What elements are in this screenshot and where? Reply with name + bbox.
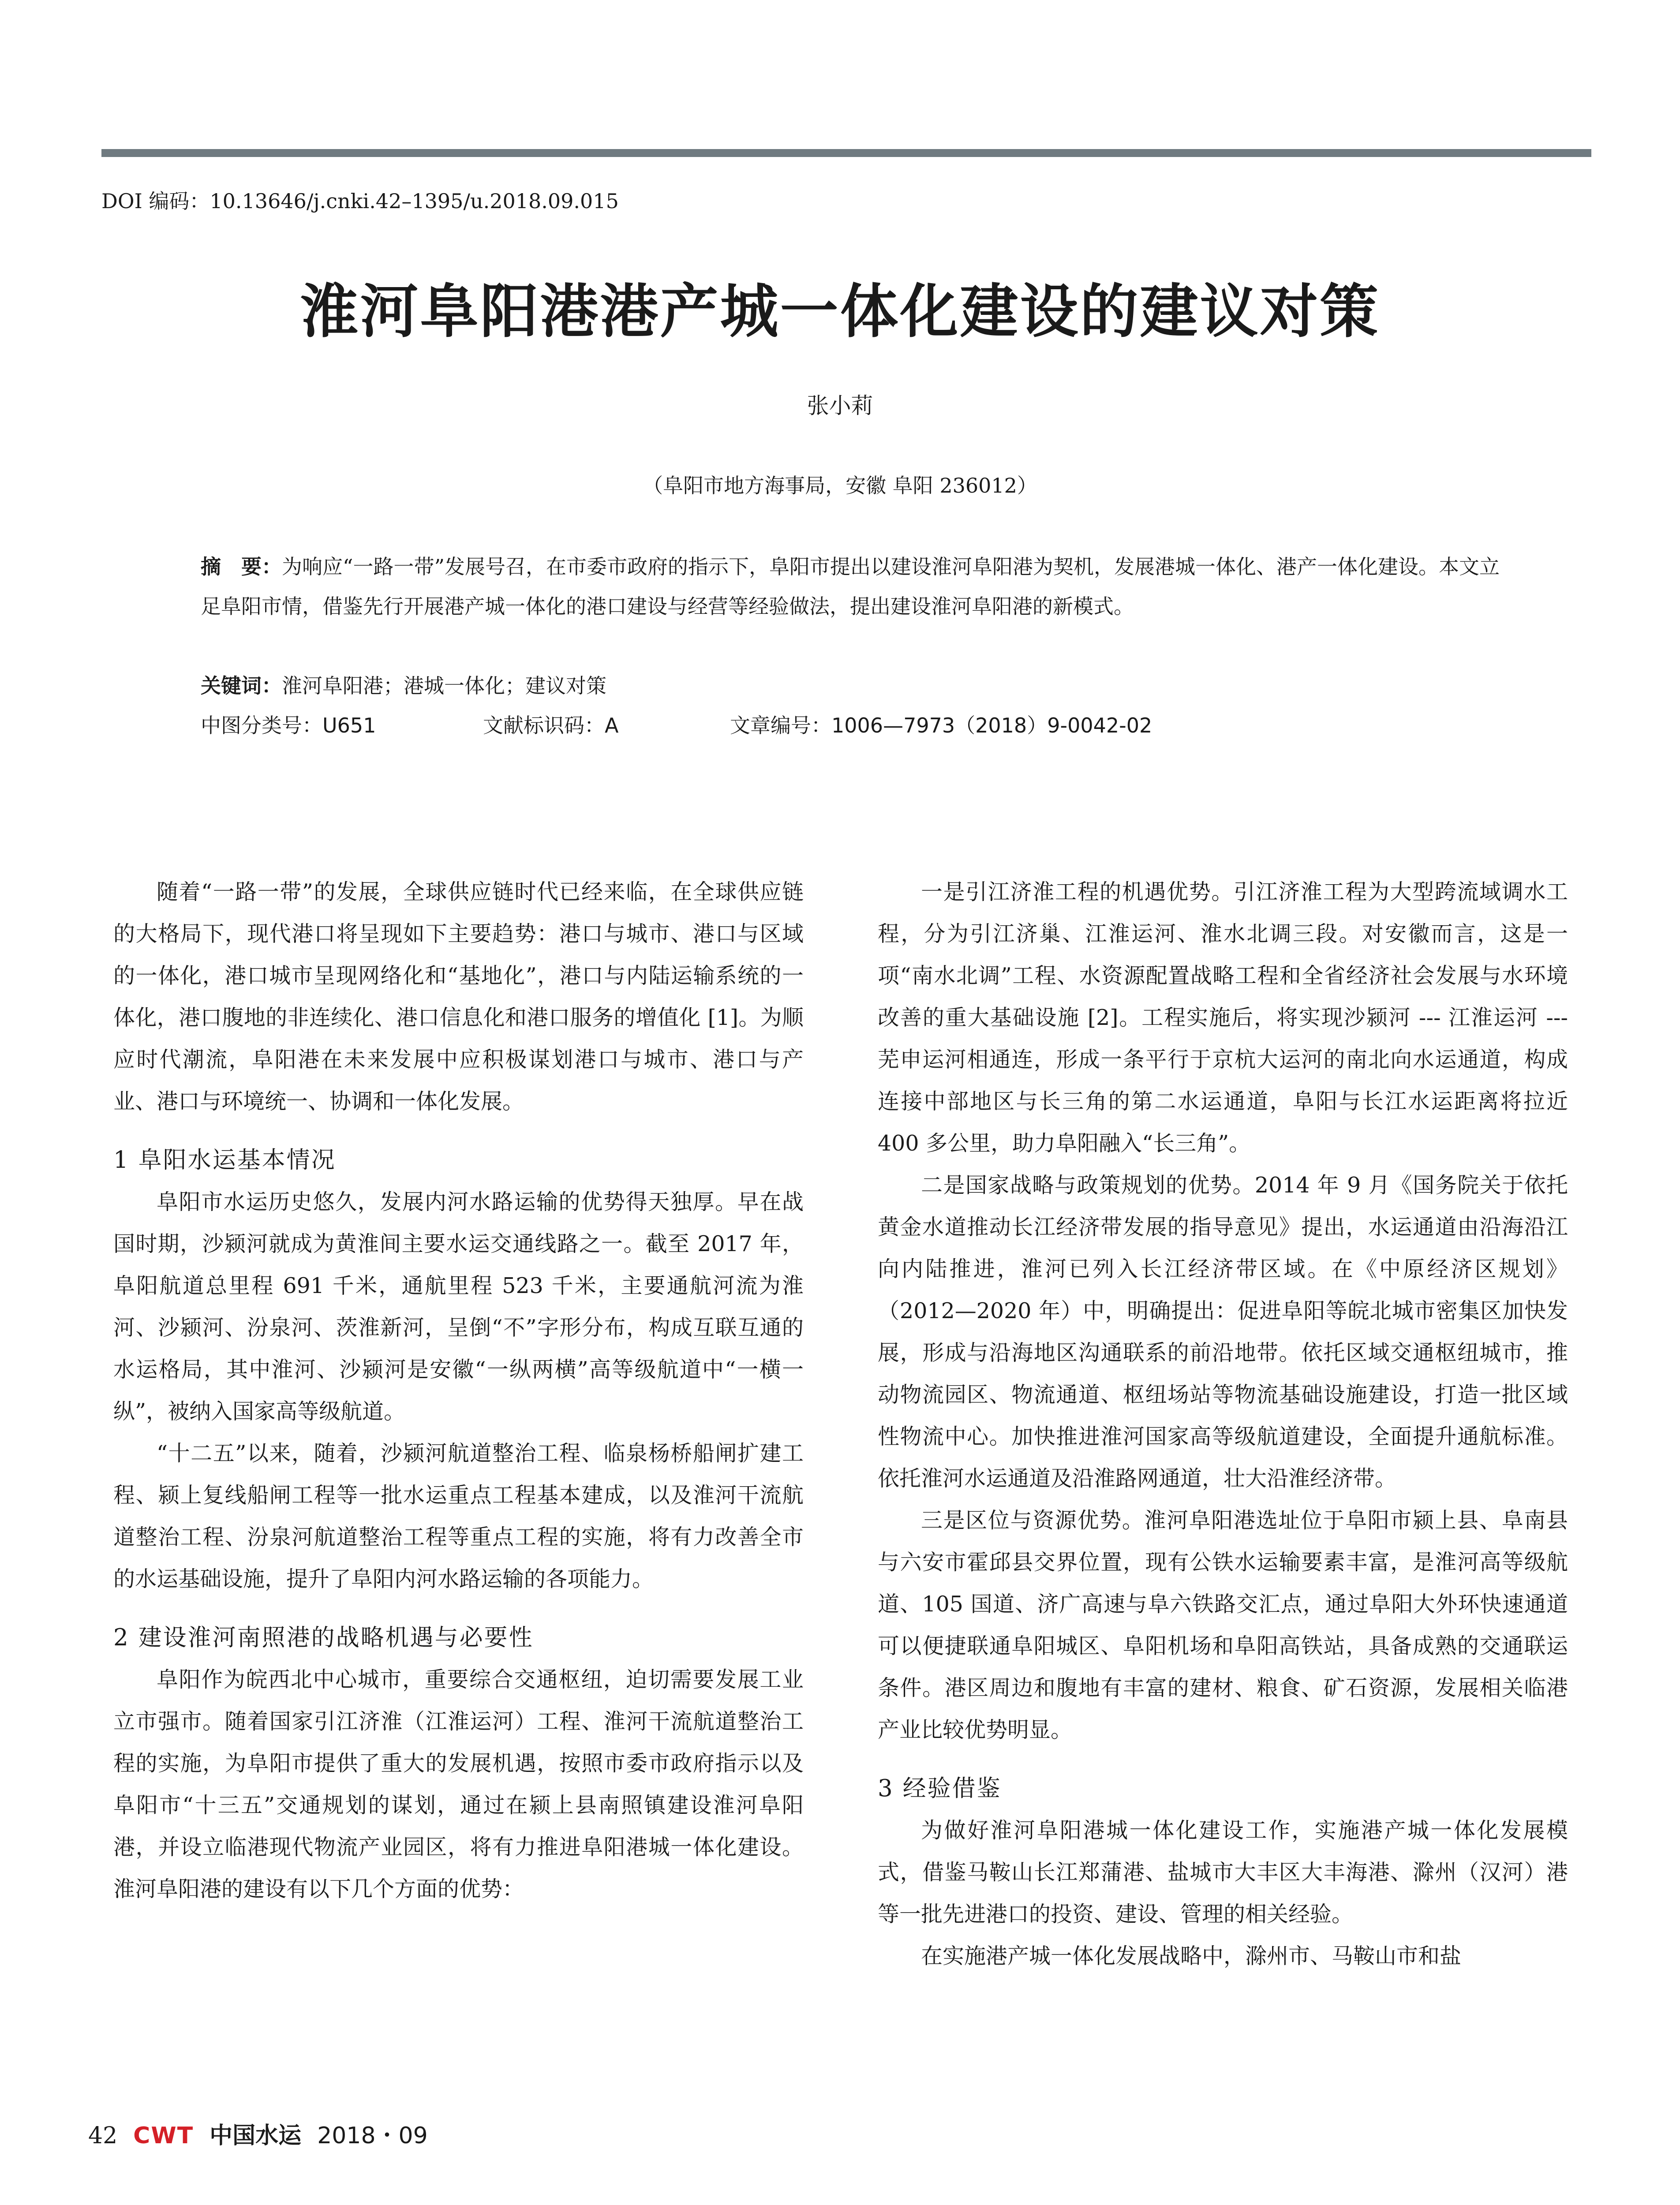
doi-line: DOI 编码：10.13646/j.cnki.42–1395/u.2018.09.015 <box>101 189 619 213</box>
abstract <box>201 547 1506 626</box>
right-column <box>878 871 1568 1977</box>
body-paragraph: 阜阳市水运历史悠久，发展内河水路运输的优势得天独厚。早在战国时期，沙颍河就成为黄淮间主要水运交通线路之一。截至 2017 年，阜阳航道总里程 691 千米，通航里程 523 千米，主要通航河流为淮河、沙颍河、汾泉河、茨淮新河，呈倒“不”字形分布，构成互联互通的水运格局，其中淮河、沙颍河是安徽“一纵两横”高等级航道中“一横一纵”，被纳入国家高等级航道。 <box>113 1189 804 1424</box>
journal-name: 中国水运 <box>210 2123 302 2149</box>
article-number: 文章编号：1006—7973（2018）9-0042-02 <box>730 714 1152 737</box>
cwt-logo: CWT <box>133 2123 194 2149</box>
header-rule <box>101 149 1591 157</box>
page-number: 42 <box>88 2123 118 2149</box>
body-paragraph: 阜阳作为皖西北中心城市，重要综合交通枢纽，迫切需要发展工业立市强市。随着国家引江济淮（江淮运河）工程、淮河干流航道整治工程的实施，为阜阳市提供了重大的发展机遇，按照市委市政府指示以及阜阳市“十三五”交通规划的谋划，通过在颍上县南照镇建设淮河阜阳港，并设立临港现代物流产业园区，将有力推进阜阳港城一体化建设。淮河阜阳港的建设有以下几个方面的优势： <box>113 1667 804 1902</box>
article-title: 淮河阜阳港港产城一体化建设的建议对策 <box>300 278 1380 346</box>
section-heading: 3 经验借鉴 <box>878 1775 1002 1802</box>
author-affiliation: （阜阳市地方海事局，安徽 阜阳 236012） <box>643 474 1037 497</box>
clc-number: 中图分类号：U651 <box>201 714 376 737</box>
classification-line <box>201 706 1506 745</box>
body-paragraph: 在实施港产城一体化发展战略中，滁州市、马鞍山市和盐 <box>921 1943 1462 1969</box>
document-code: 文献标识码：A <box>483 714 619 737</box>
abstract-text: 为响应“一路一带”发展号召，在市委市政府的指示下，阜阳市提出以建设淮河阜阳港为契机，发展港城一体化、港产一体化建设。本文立足阜阳市情，借鉴先行开展港产城一体化的港口建设与经营等经验做法，提出建设淮河阜阳港的新模式。 <box>201 555 1500 618</box>
body-paragraph: 随着“一路一带”的发展，全球供应链时代已经来临，在全球供应链的大格局下，现代港口将呈现如下主要趋势：港口与城市、港口与区域的一体化，港口城市呈现网络化和“基地化”，港口与内陆运输系统的一体化，港口腹地的非连续化、港口信息化和港口服务的增值化 [1]。为顺应时代潮流，阜阳港在未来发展中应积极谋划港口与城市、港口与产业、港口与环境统一、协调和一体化发展。 <box>113 879 804 1114</box>
left-column <box>113 871 804 1910</box>
issue-date: 2018・09 <box>317 2123 428 2149</box>
author-name: 张小莉 <box>807 393 873 419</box>
page-footer <box>88 2117 428 2150</box>
keywords-label: 关键词： <box>201 674 282 698</box>
keywords <box>201 666 1506 706</box>
section-heading: 1 阜阳水运基本情况 <box>113 1147 336 1174</box>
body-paragraph: 一是引江济淮工程的机遇优势。引江济淮工程为大型跨流域调水工程，分为引江济巢、江淮运河、淮水北调三段。对安徽而言，这是一项“南水北调”工程、水资源配置战略工程和全省经济社会发展与水环境改善的重大基础设施 [2]。工程实施后，将实现沙颍河 --- 江淮运河 --- 芜申运河相通连，形成一条平行于京杭大运河的南北向水运通道，构成连接中部地区与长三角的第二水运通道，阜阳与长江水运距离将拉近 400 多公里，助力阜阳融入“长三角”。 <box>878 879 1568 1156</box>
body-paragraph: 三是区位与资源优势。淮河阜阳港选址位于阜阳市颍上县、阜南县与六安市霍邱县交界位置，现有公铁水运输要素丰富，是淮河高等级航道、105 国道、济广高速与阜六铁路交汇点，通过阜阳大外环快速通道可以便捷联通阜阳城区、阜阳机场和阜阳高铁站，具备成熟的交通联运条件。港区周边和腹地有丰富的建材、粮食、矿石资源，发展相关临港产业比较优势明显。 <box>878 1508 1568 1742</box>
body-paragraph: 为做好淮河阜阳港城一体化建设工作，实施港产城一体化发展模式，借鉴马鞍山长江郑蒲港、盐城市大丰区大丰海港、滁州（汉河）港等一批先进港口的投资、建设、管理的相关经验。 <box>878 1818 1568 1927</box>
body-paragraph: 二是国家战略与政策规划的优势。2014 年 9 月《国务院关于依托黄金水道推动长江经济带发展的指导意见》提出，水运通道由沿海沿江向内陆推进，淮河已列入长江经济带区域。在《中原经济区规划》（2012—2020 年）中，明确提出：促进阜阳等皖北城市密集区加快发展，形成与沿海地区沟通联系的前沿地带。依托区域交通枢纽城市，推动物流园区、物流通道、枢纽场站等物流基础设施建设，打造一批区域性物流中心。加快推进淮河国家高等级航道建设，全面提升通航标准。依托淮河水运通道及沿淮路网通道，壮大沿淮经济带。 <box>878 1173 1568 1491</box>
body-paragraph: “十二五”以来，随着，沙颍河航道整治工程、临泉杨桥船闸扩建工程、颍上复线船闸工程等一批水运重点工程基本建成，以及淮河干流航道整治工程、汾泉河航道整治工程等重点工程的实施，将有力改善全市的水运基础设施，提升了阜阳内河水路运输的各项能力。 <box>113 1441 804 1592</box>
abstract-label: 摘 要： <box>201 555 282 579</box>
section-heading: 2 建设淮河南照港的战略机遇与必要性 <box>113 1624 534 1651</box>
keywords-text: 淮河阜阳港；港城一体化；建议对策 <box>282 674 606 698</box>
